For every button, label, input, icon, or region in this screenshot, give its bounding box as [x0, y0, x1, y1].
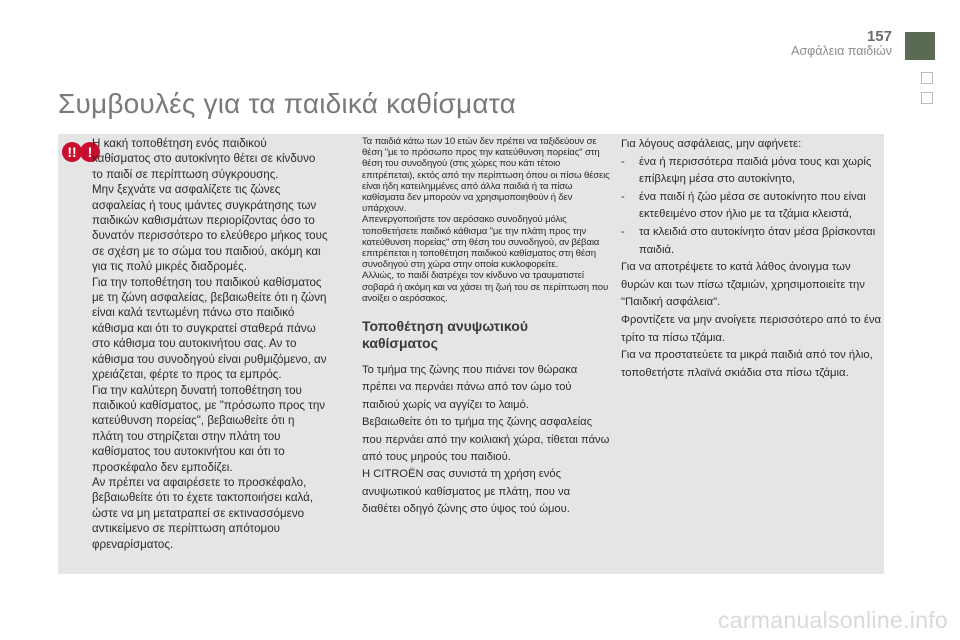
column-right: [621, 136, 883, 382]
chapter-tab-box: [921, 92, 933, 104]
paragraph: Φροντίζετε να μην ανοίγετε περισσότερο από το ένα τρίτο τα πίσω τζάμια.: [621, 313, 882, 344]
chapter-tab-box: [921, 72, 933, 84]
watermark: carmanualsonline.info: [717, 607, 948, 633]
list-item: [621, 189, 883, 224]
paragraph: Απενεργοποιήστε τον αερόσακο συνοδηγού μόλις τοποθετήσετε παιδικό κάθισμα "με την πλάτη προς την κατεύθυνση πορείας" στη θέση του συνοδηγού, αν βέβαια επιτρέπεται η τοποθέτηση παιδικού καθίσματος στη θέση συνοδηγού στη χώρα στην οποία κυκλοφορείτε.: [362, 214, 600, 271]
paragraph: Αλλιώς, το παιδί διατρέχει τον κίνδυνο να τραυματιστεί σοβαρά ή ακόμη και να χάσει τη ζωή του σε περίπτωση που ανοίξει ο αερόσακος.: [362, 270, 609, 304]
paragraph: Για την τοποθέτηση του παιδικού καθίσματος με τη ζώνη ασφαλείας, βεβαιωθείτε ότι η ζώνη είναι καλά τεντωμένη πάνω στο παιδικό κάθισμα και ότι το συγκρατεί σταθερά πάνω στο κάθισμα του αυτοκινήτου σας. Αν το κάθισμα του συνοδηγού είναι ρυθμιζόμενο, αν χρειάζεται, φέρτε το προς τα εμπρός.: [92, 275, 327, 382]
paragraph: Το τμήμα της ζώνης που πιάνει τον θώρακα πρέπει να περνάει πάνω από τον ώμο τού παιδιού χωρίς να αγγίζει το λαιμό.: [362, 364, 578, 411]
paragraph: Για να αποτρέψετε το κατά λάθος άνοιγμα των θυρών και των πίσω τζαμιών, χρησιμοποιείτε την "Παιδική ασφάλεια".: [621, 261, 865, 309]
dash-bullet: -: [621, 155, 625, 168]
paragraph: Η CITROËN σας συνιστά τη χρήση ενός ανυψωτικού καθίσματος με πλάτη, που να διαθέτει οδηγό ζώνης στο ύψος τού ώμου.: [362, 468, 571, 516]
list-item: [621, 224, 883, 259]
dash-bullet: -: [621, 190, 625, 203]
paragraph: Για λόγους ασφάλειας, μην αφήνετε:: [621, 138, 802, 150]
warning-icon-glyph: !!: [67, 144, 77, 160]
list-item-text: ένα παιδί ή ζώο μέσα σε αυτοκίνητο που είναι εκτεθειμένο στον ήλιο με τα τζάμια κλειστά,: [639, 190, 866, 221]
list-item-text: τα κλειδιά στο αυτοκίνητο όταν μέσα βρίσκονται παιδιά.: [639, 225, 876, 256]
dash-bullet: -: [621, 225, 625, 238]
page-number: 157: [866, 28, 892, 45]
paragraph: Για την καλύτερη δυνατή τοποθέτηση του παιδικού καθίσματος, με "πρόσωπο προς την κατεύθυνση πορείας", βεβαιωθείτε ότι η πλάτη του στηρίζεται στην πλάτη του καθίσματος του αυτοκινήτου και ότι το προσκέφαλο δεν εμποδίζει.: [92, 383, 326, 474]
paragraph: Βεβαιωθείτε ότι το τμήμα της ζώνης ασφαλείας που περνάει από την κοιλιακή χώρα, τίθεται πάνω από τους μηρούς του παιδιού.: [362, 416, 610, 464]
paragraph: Για να προστατεύετε τα μικρά παιδιά από τον ήλιο, τοποθετήστε πλαϊνά σκιάδια στα πίσω τζάμια.: [621, 349, 873, 379]
paragraph: Μην ξεχνάτε να ασφαλίζετε τις ζώνες ασφαλείας ή τους ιμάντες συγκράτησης των παιδικών καθισμάτων περιορίζοντας όσο το δυνατόν περισσότερο το ελεύθερο μήκος τους σε σχέση με το σώμα του παιδιού, ακόμη και για τις πολύ μικρές διαδρομές.: [92, 183, 328, 274]
warning-icon-glyph: !: [87, 144, 93, 160]
list-item: [621, 154, 883, 189]
paragraph: Τα παιδιά κάτω των 10 ετών δεν πρέπει να ταξιδεύουν σε θέση "με το πρόσωπο προς την κατεύθυνση πορείας" στη θέση του συνοδηγού (στις χώρες που κάτι τέτοιο επιτρέπεται), εκτός από την περίπτωση όπου οι πίσω θέσεις είναι ήδη κατειλημμένες από άλλα παιδιά ή τα πίσω καθίσματα δεν μπορούν να χρησιμοποιηθούν ή δεν υπάρχουν.: [362, 136, 610, 215]
warning-icon: [62, 142, 82, 162]
section-title: Ασφάλεια παιδιών: [791, 44, 892, 58]
booster-seat-text: [362, 362, 610, 519]
list-item-text: ένα ή περισσότερα παιδιά μόνα τους και χωρίς επίβλεψη μέσα στο αυτοκίνητο,: [639, 155, 872, 186]
paragraph: Αν πρέπει να αφαιρέσετε το προσκέφαλο, βεβαιωθείτε ότι το έχετε τακτοποιήσει καλά, ώστε να μη μετατραπεί σε εκτινασσόμενο αντικείμενο σε περίπτωση απότομου φρεναρίσματος.: [92, 475, 314, 551]
page-title: Συμβουλές για τα παιδικά καθίσματα: [58, 88, 516, 119]
paragraph: Η κακή τοποθέτηση ενός παιδικού καθίσματος στο αυτοκίνητο θέτει σε κίνδυνο το παιδί σε περίπτωση σύγκρουσης.: [92, 137, 316, 181]
chapter-tab: [905, 32, 935, 60]
column-left: [92, 136, 328, 552]
column-middle: [362, 136, 610, 519]
subheading: Τοποθέτηση ανυψωτικού καθίσματος: [362, 318, 528, 352]
warning-note: [362, 136, 610, 304]
